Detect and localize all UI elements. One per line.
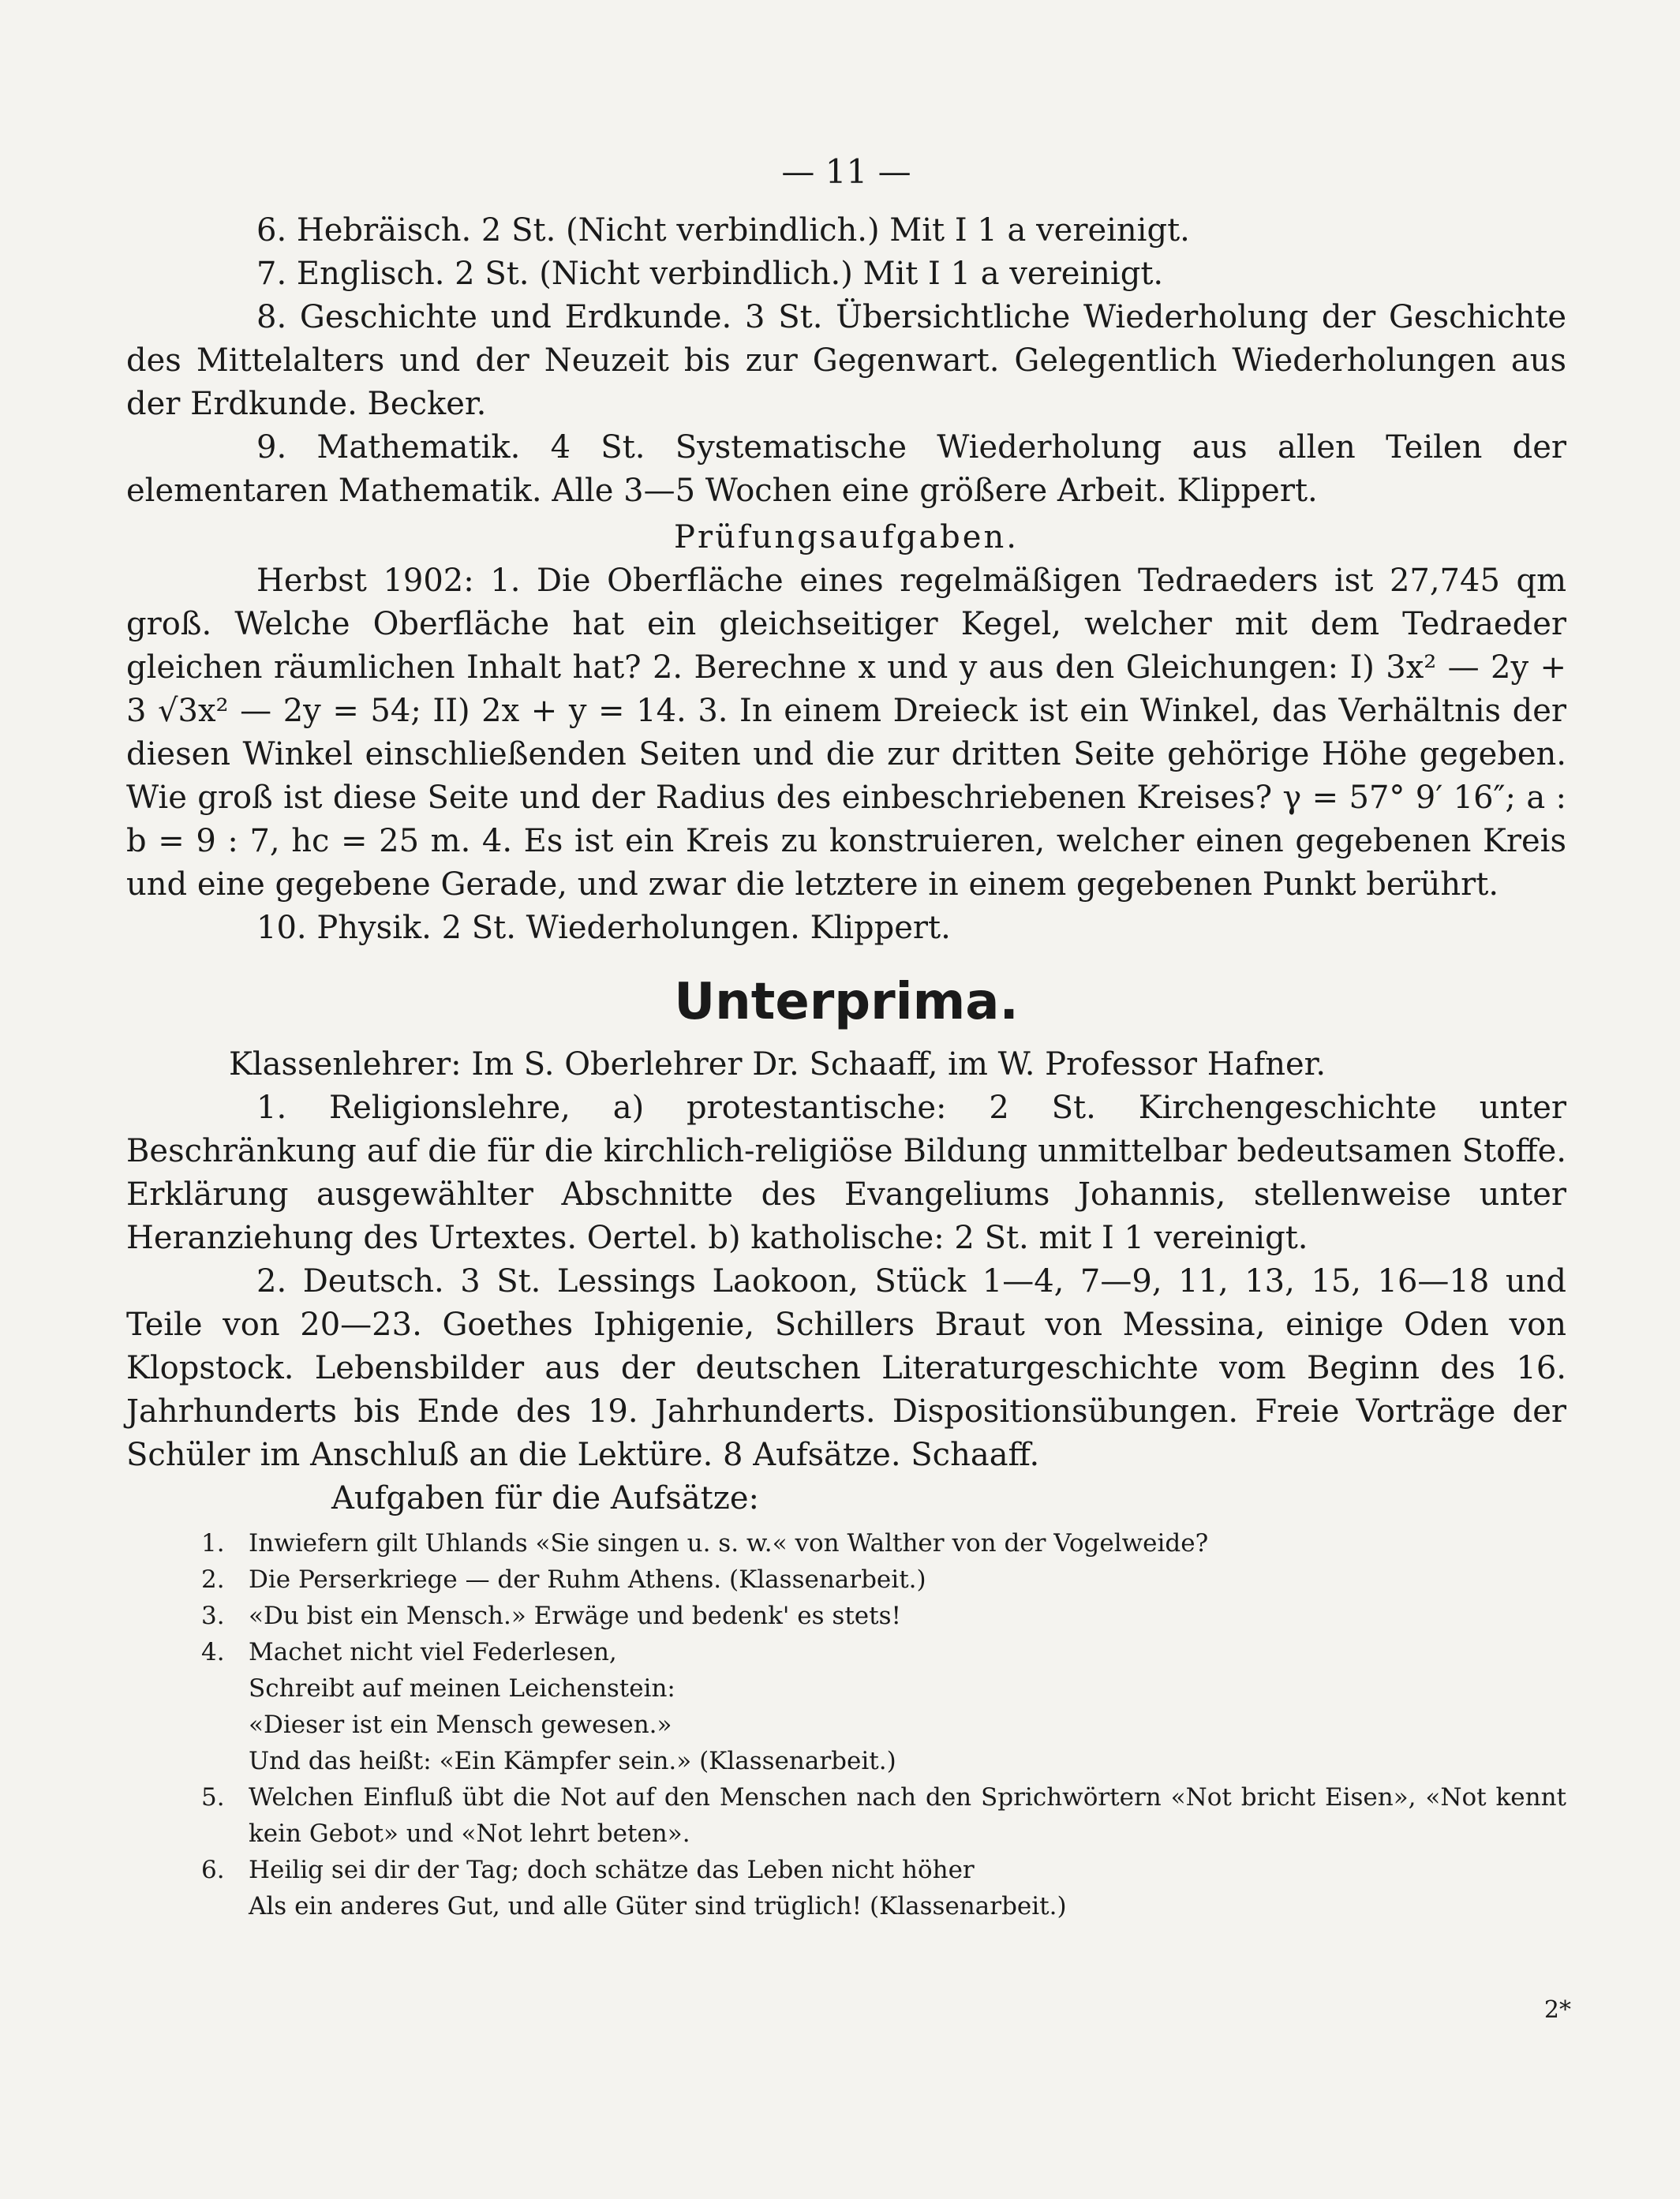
section-religion: 1. Religionslehre, a) protestantische: 2 St. Kirchengeschichte unter Beschränkung auf die für die kirchlich-religiöse Bildung unmittelbar bedeutsamen Stoffe. Erklärung ausgewählter Abschnitte des Evangeliums Johannis, stellenweise unter Heranziehung des Urtextes. Oertel. b) katholische: 2 St. mit I 1 vereinigt. (126, 1090, 1566, 1256)
list-item: 2. Die Perserkriege — der Ruhm Athens. (Klassenarbeit.) (201, 1565, 926, 1594)
list-item: 5. Welchen Einfluß übt die Not auf den Menschen nach den Sprichwörtern «Not bricht Eisen», «Not kennt kein Gebot» und «Not lehrt beten». (201, 1783, 1566, 1848)
section-hebraeisch: 6. Hebräisch. 2 St. (Nicht verbindlich.) Mit I 1 a vereinigt. (256, 212, 1190, 249)
klassenlehrer: Klassenlehrer: Im S. Oberlehrer Dr. Schaaff, im W. Professor Hafner. (229, 1046, 1326, 1083)
list-item: 3. «Du bist ein Mensch.» Erwäge und bedenk' es stets! (201, 1602, 901, 1630)
unterprima-heading: Unterprima. (674, 973, 1019, 1031)
section-geschichte: 8. Geschichte und Erdkunde. 3 St. Übersichtliche Wiederholung der Geschichte des Mittelalters und der Neuzeit bis zur Gegenwart. Gelegentlich Wiederholungen aus der Erdkunde. Becker. (126, 299, 1566, 422)
section-physik: 10. Physik. 2 St. Wiederholungen. Klippert. (256, 910, 951, 946)
aufgaben-heading: Aufgaben für die Aufsätze: (331, 1480, 759, 1516)
pruefung-heading: Prüfungsaufgaben. (674, 519, 1019, 555)
signature-mark: 2* (1543, 1996, 1571, 2024)
page-number: — 11 — (781, 152, 911, 191)
section-englisch: 7. Englisch. 2 St. (Nicht verbindlich.) Mit I 1 a vereinigt. (256, 256, 1164, 292)
list-item: 4. Machet nicht viel Federlesen, Schreibt auf meinen Leichenstein: «Dieser ist ein Mensch gewesen.» Und das heißt: «Ein Kämpfer sein.» (Klassenarbeit.) (201, 1638, 896, 1775)
page-content (126, 150, 1566, 1924)
section-mathematik: 9. Mathematik. 4 St. Systematische Wiederholung aus allen Teilen der elementaren Mathematik. Alle 3—5 Wochen eine größere Arbeit. Klippert. (126, 429, 1566, 509)
list-item: 6. Heilig sei dir der Tag; doch schätze das Leben nicht höher Als ein anderes Gut, und alle Güter sind trüglich! (Klassenarbeit.) (201, 1856, 1067, 1920)
pruefung-text: Herbst 1902: 1. Die Oberfläche eines regelmäßigen Tedraeders ist 27,745 qm groß. Welche Oberfläche hat ein gleichseitiger Kegel, welcher mit dem Tedraeder gleichen räumlichen Inhalt hat? 2. Berechne x und y aus den Gleichungen: I) 3x² — 2y + 3 √3x² — 2y = 54; II) 2x + y = 14. 3. In einem Dreieck ist ein Winkel, das Verhältnis der diesen Winkel einschließenden Seiten und die zur dritten Seite gehörige Höhe gegeben. Wie groß ist diese Seite und der Radius des einbeschriebenen Kreises? γ = 57° 9′ 16″; a : b = 9 : 7, hc = 25 m. 4. Es ist ein Kreis zu konstruieren, welcher einen gegebenen Kreis und eine gegebene Gerade, und zwar die letztere in einem gegebenen Punkt berührt. (126, 563, 1566, 903)
list-item: 1. Inwiefern gilt Uhlands «Sie singen u. s. w.« von Walther von der Vogelweide? (201, 1529, 1209, 1558)
section-deutsch: 2. Deutsch. 3 St. Lessings Laokoon, Stück 1—4, 7—9, 11, 13, 15, 16—18 und Teile von 20—23. Goethes Iphigenie, Schillers Braut von Messina, einige Oden von Klopstock. Lebensbilder aus der deutschen Literaturgeschichte vom Beginn des 16. Jahrhunderts bis Ende des 19. Jahrhunderts. Dispositionsübungen. Freie Vorträge der Schüler im Anschluß an die Lektüre. 8 Aufsätze. Schaaff. (126, 1263, 1566, 1473)
essay-topics-list (126, 1525, 1566, 1924)
